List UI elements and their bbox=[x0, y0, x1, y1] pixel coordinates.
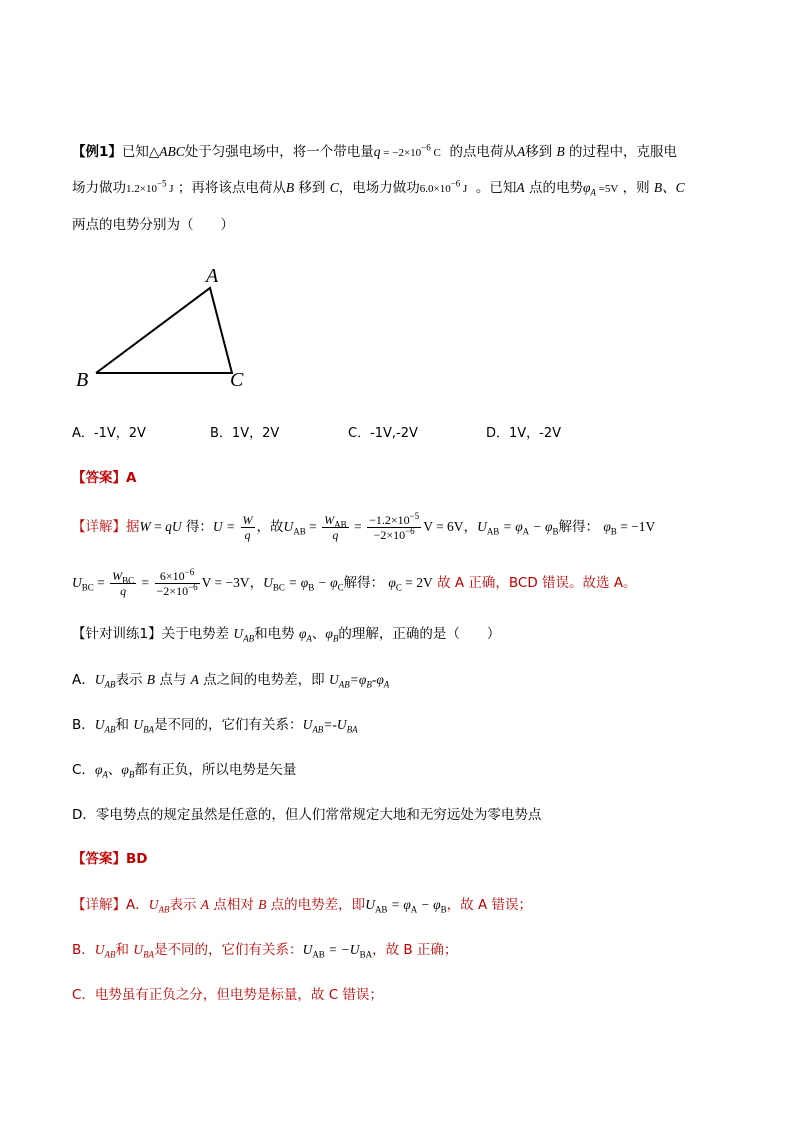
text: ， bbox=[249, 575, 264, 591]
math: B、C bbox=[653, 180, 685, 195]
math: =5V bbox=[595, 183, 619, 195]
math: A bbox=[516, 144, 526, 159]
math: −5 bbox=[156, 178, 167, 189]
math: 1.2×10 bbox=[126, 183, 157, 195]
text: ， bbox=[463, 519, 478, 535]
example-1-line-2 bbox=[72, 178, 685, 199]
example-1-line-1 bbox=[72, 142, 677, 163]
math: J bbox=[166, 183, 174, 195]
math: = φ bbox=[499, 519, 523, 534]
math: A bbox=[516, 180, 525, 195]
math: ABC bbox=[159, 144, 185, 159]
math: B bbox=[552, 526, 559, 537]
text: ，则 bbox=[622, 180, 650, 196]
math: U bbox=[72, 575, 82, 590]
math: = bbox=[150, 519, 166, 534]
math: B bbox=[332, 633, 339, 644]
text: ；再将该点电荷从 bbox=[177, 180, 286, 196]
math: φ bbox=[325, 626, 333, 641]
detail-2-line-b: B．$U_{AB}$和 $U_{BA}$是不同的，它们有关系：$U_{AB} = -U_{BA}$，故 B 正确； bbox=[72, 942, 458, 960]
text: 移到 bbox=[298, 180, 326, 196]
math: = φ bbox=[284, 575, 309, 590]
option-d: D．1V，-2V bbox=[486, 426, 562, 441]
math: V = 6V bbox=[423, 519, 464, 534]
training-option-d: D．零电势点的规定虽然是任意的，但人们常常规定大地和无穷远处为零电势点 bbox=[72, 807, 542, 823]
math: = −2×10 bbox=[380, 147, 422, 159]
math: q bbox=[165, 519, 172, 534]
text: ，电场力做功 bbox=[338, 180, 420, 196]
answer-value: A bbox=[126, 470, 137, 486]
text: 点的电势 bbox=[528, 180, 583, 196]
text: 已知△ bbox=[121, 144, 160, 160]
math: = 2V bbox=[401, 575, 433, 590]
training-1-question bbox=[72, 624, 500, 644]
fraction: $\frac{6\times 10^{-6}}{-2\times 10^{-6}}$ bbox=[156, 566, 198, 598]
text: 解得： bbox=[558, 519, 600, 535]
fraction: $\frac{W_{BC}}{q}$ bbox=[112, 568, 135, 598]
vertex-label-a: A bbox=[206, 265, 219, 287]
math: W bbox=[139, 519, 151, 534]
answer-1 bbox=[72, 468, 136, 488]
math: −6 bbox=[421, 142, 431, 153]
triangle-figure bbox=[70, 258, 270, 393]
math: AB bbox=[486, 526, 500, 537]
answer-value: BD bbox=[126, 851, 148, 867]
math: U bbox=[171, 519, 182, 534]
math: φ bbox=[298, 626, 307, 641]
math: A bbox=[306, 633, 312, 644]
option-c: C．-1V,-2V bbox=[348, 426, 418, 441]
example-tag: 【例1】 bbox=[72, 144, 122, 160]
math: φ bbox=[582, 180, 591, 195]
training-option-c: C．$\varphi_A$、$\varphi_B$都有正负，所以电势是矢量 bbox=[72, 762, 297, 780]
fraction: $\frac{W_{AB}}{q}$ bbox=[324, 512, 347, 542]
example-1-line-3: 两点的电势分别为（ ） bbox=[72, 217, 234, 233]
math: U bbox=[477, 519, 487, 534]
math: φ bbox=[388, 575, 396, 590]
option-b: B．1V，2V bbox=[210, 426, 280, 441]
text: 解得： bbox=[343, 575, 385, 591]
triangle-abc bbox=[96, 288, 232, 373]
answer-2 bbox=[72, 849, 148, 869]
text: 场力做功 bbox=[72, 180, 126, 196]
math: U bbox=[233, 626, 244, 641]
math: A bbox=[590, 187, 596, 198]
math: C bbox=[329, 180, 339, 195]
text: 和电势 bbox=[254, 626, 299, 642]
answer-tag: 【答案】 bbox=[72, 470, 126, 486]
text: 关于电势差 bbox=[161, 626, 234, 642]
math: B bbox=[285, 180, 295, 195]
math: φ bbox=[603, 519, 611, 534]
text: ，故 bbox=[256, 519, 284, 535]
text: 故 A 正确，BCD 错误。故选 A。 bbox=[437, 575, 637, 591]
option-a: A．-1V，2V bbox=[72, 426, 146, 441]
math: U bbox=[283, 519, 294, 534]
math: B bbox=[556, 144, 565, 159]
text: 的理解，正确的是（ ） bbox=[338, 626, 501, 642]
math: AB bbox=[243, 633, 255, 644]
fraction: $\frac{W}{q}$ bbox=[242, 512, 253, 542]
text: 、 bbox=[311, 626, 326, 642]
detail-tag: 【详解】 bbox=[72, 519, 126, 535]
vertex-label-c: C bbox=[230, 369, 244, 391]
training-tag: 【针对训练1】 bbox=[72, 626, 162, 642]
math: B bbox=[610, 526, 617, 537]
detail-2-line-a: 【详解】A．$U_{AB}$表示 A 点相对 B 点的电势差，即$U_{AB} = \varphi_A - \varphi_B$，故 A 错误； bbox=[72, 897, 532, 915]
text: 处于匀强电场中，将一个带电量 bbox=[184, 144, 374, 160]
math: BC bbox=[272, 582, 285, 593]
training-option-b: B．$U_{AB}$和 $U_{BA}$是不同的，它们有关系：$U_{AB}=-U_{BA}$ bbox=[72, 717, 358, 735]
detail-1-line-1: 【详解】据W = qU 得：U = $\frac{W}{q}$ ，故$U_{AB}$ = $\frac{W_{AB}}{q}$ = $\frac{-1.2\times 10^{-5}}{-2\times 10^{-6}}$ V = 6V，$U_{AB} = \varphi_A - \varphi_B$解得： $\varphi_B = -1V$ bbox=[72, 510, 656, 542]
math: V = −3V bbox=[201, 575, 250, 590]
text: 的过程中，克服电 bbox=[569, 144, 678, 160]
math: BC bbox=[81, 582, 94, 593]
math: 6.0×10 bbox=[419, 183, 451, 195]
math: U = bbox=[212, 519, 239, 534]
math: C bbox=[395, 582, 402, 593]
math: = bbox=[93, 575, 109, 590]
math: AB bbox=[293, 526, 306, 537]
detail-2-line-c: C．电势虽有正负之分，但电势是标量，故 C 错误； bbox=[72, 987, 383, 1003]
math: A bbox=[522, 526, 530, 537]
math: − φ bbox=[529, 519, 553, 534]
math: q bbox=[373, 144, 381, 159]
math: C bbox=[430, 147, 441, 159]
fraction: $\frac{-1.2\times 10^{-5}}{-2\times 10^{-6}}$ bbox=[369, 510, 420, 542]
math: J bbox=[460, 183, 468, 195]
training-option-a: A．$U_{AB}$表示 B 点与 A 点之间的电势差，即 $U_{AB}=\varphi_B-\varphi_A$ bbox=[72, 672, 390, 690]
detail-1-line-2 bbox=[72, 568, 637, 598]
math: U bbox=[263, 575, 273, 590]
math: = bbox=[138, 575, 153, 590]
math: − φ bbox=[314, 575, 338, 590]
math: B bbox=[308, 582, 315, 593]
math: −6 bbox=[450, 178, 461, 189]
answer-tag: 【答案】 bbox=[72, 851, 126, 867]
text: 得： bbox=[185, 519, 213, 535]
vertex-label-b: B bbox=[76, 369, 89, 391]
text: 的点电荷从 bbox=[449, 144, 517, 160]
text: 据 bbox=[126, 519, 140, 535]
text: 。已知 bbox=[475, 180, 517, 196]
text: 移到 bbox=[525, 144, 553, 160]
math: = −1V bbox=[616, 519, 656, 534]
math: C bbox=[337, 582, 344, 593]
